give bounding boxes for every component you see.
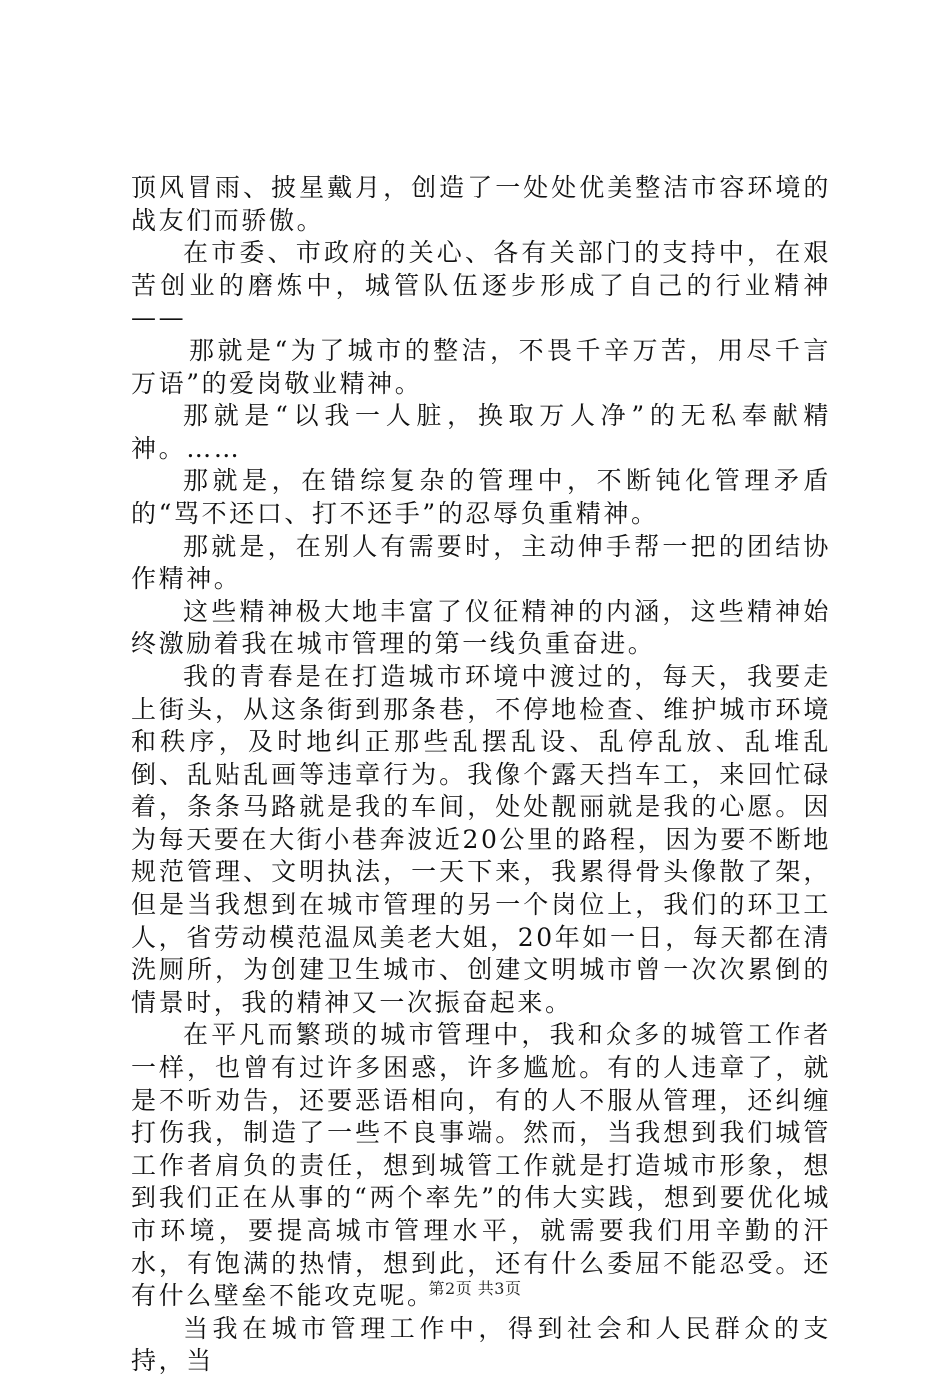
paragraph: 那就是，在错综复杂的管理中，不断钝化管理矛盾的“骂不还口、打不还手”的忍辱负重精神。 [131, 466, 831, 528]
paragraph: 那就是“为了城市的整洁，不畏千辛万苦，用尽千言万语”的爱岗敬业精神。 [131, 335, 831, 398]
document-body [131, 172, 831, 1378]
paragraph: 在市委、市政府的关心、各有关部门的支持中，在艰苦创业的磨炼中，城管队伍逐步形成了自己的行业精神—— [131, 238, 831, 333]
paragraph: 我的青春是在打造城市环境中渡过的，每天，我要走上街头，从这条街到那条巷，不停地检查、维护城市环境和秩序，及时地纠正那些乱摆乱设、乱停乱放、乱堆乱倒、乱贴乱画等违章行为。我像个露天挡车工，来回忙碌着，条条马路就是我的车间，处处靓丽就是我的心愿。因为每天要在大街小巷奔波近20公里的路程，因为要不断地规范管理、文明执法，一天下来，我累得骨头像散了架，但是当我想到在城市管理的另一个岗位上，我们的环卫工人，省劳动模范温凤美老大姐，20年如一日，每天都在清洗厕所，为创建卫生城市、创建文明城市曾一次次累倒的情景时，我的精神又一次振奋起来。 [131, 661, 831, 1017]
paragraph: 当我在城市管理工作中，得到社会和人民群众的支持，当 [131, 1313, 831, 1376]
paragraph: 在平凡而繁琐的城市管理中，我和众多的城管工作者一样，也曾有过许多困惑，许多尴尬。有的人违章了，就是不听劝告，还要恶语相向，有的人不服从管理，还纠缠打伤我，制造了一些不良事端。然而，当我想到我们城管工作者肩负的责任，想到城管工作就是打造城市形象，想到我们正在从事的“两个率先”的伟大实践，想到要优化城市环境，要提高城市管理水平，就需要我们用辛勤的汗水，有饱满的热情，想到此，还有什么委屈不能忍受。还有什么壁垒不能攻克呢。 [131, 1020, 831, 1311]
paragraph: 那就是“以我一人脏，换取万人净”的无私奉献精神。…… [131, 401, 831, 463]
paragraph: 这些精神极大地丰富了仪征精神的内涵，这些精神始终激励着我在城市管理的第一线负重奋进。 [131, 596, 831, 659]
paragraph: 顶风冒雨、披星戴月，创造了一处处优美整洁市容环境的战友们而骄傲。 [131, 173, 831, 235]
paragraph: 那就是，在别人有需要时，主动伸手帮一把的团结协作精神。 [131, 531, 831, 594]
page-number-footer: 第2页 共3页 [428, 1279, 522, 1298]
